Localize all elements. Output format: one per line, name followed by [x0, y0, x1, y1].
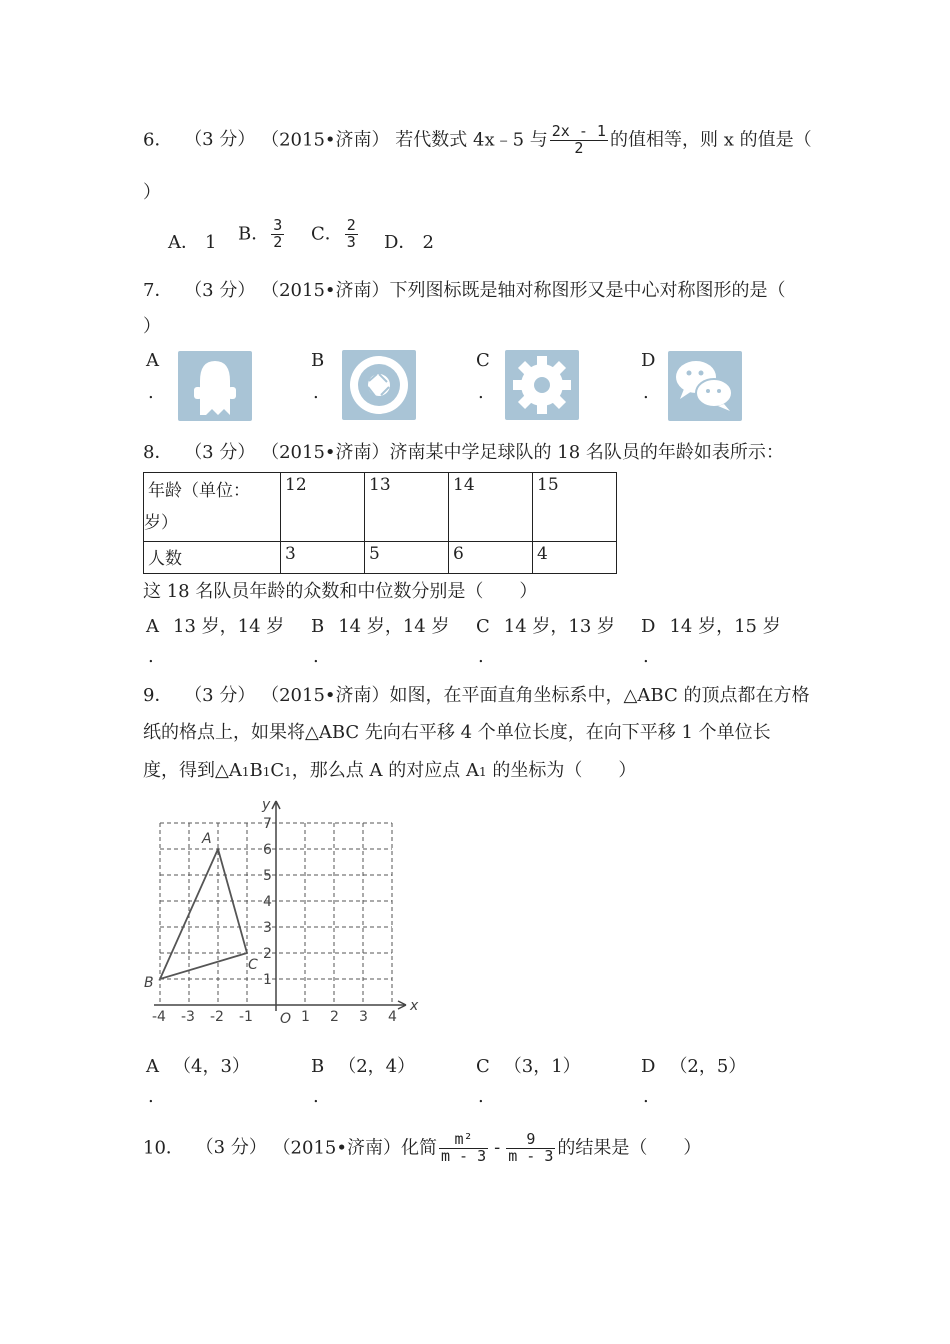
q7-option-c-label[interactable]: C: [476, 350, 490, 371]
ghost-icon[interactable]: [178, 351, 252, 421]
y-tick-label: 7: [263, 816, 272, 832]
table-row: [144, 473, 617, 542]
y-tick-label: 4: [263, 894, 272, 910]
q8-source: （2015•济南）: [261, 442, 390, 463]
table-cell: 6: [449, 542, 533, 574]
x-axis-label: x: [410, 998, 419, 1014]
triangle-abc: [160, 849, 247, 979]
subscript: 1: [478, 765, 487, 779]
option-label: A: [146, 616, 159, 637]
q9-option-d[interactable]: [641, 1052, 746, 1078]
option-label: D: [641, 616, 656, 637]
q10-text-after: 的结果是（ ）: [557, 1137, 702, 1159]
q6-option-c[interactable]: [311, 218, 360, 251]
q6-text-before: 若代数式 4x﹣5 与: [395, 129, 548, 151]
q6-frac-num: 2x - 1: [551, 122, 606, 140]
q9-option-a-dot: .: [148, 1086, 154, 1107]
option-value: （2，5）: [669, 1056, 747, 1077]
x-tick-label: -2: [210, 1009, 224, 1025]
option-value: （4，3）: [173, 1056, 250, 1077]
y-tick-label: 3: [263, 920, 272, 936]
q8-option-d-dot: .: [643, 646, 649, 667]
option-label: A: [146, 1056, 159, 1077]
q8-question: 这 18 名队员年龄的众数和中位数分别是（ ）: [143, 581, 538, 602]
q9-number: 9．: [143, 685, 173, 706]
y-tick-label: 2: [263, 946, 272, 962]
text: ，那么点 A 的对应点 A: [291, 760, 479, 781]
q7-source: （2015•济南）: [261, 280, 390, 301]
point-c-label: C: [248, 957, 258, 973]
frac-den: m - 3: [508, 1146, 554, 1165]
frac-den: 3: [346, 232, 356, 251]
q7-option-b-label[interactable]: B: [311, 350, 325, 371]
option-value: 1: [205, 232, 217, 253]
y-tick-label: 1: [263, 972, 272, 988]
option-label: C: [476, 1056, 490, 1077]
q7-option-d-label[interactable]: D: [641, 350, 656, 371]
q9-option-d-dot: .: [643, 1086, 649, 1107]
q10-score: （3 分）: [195, 1137, 267, 1159]
x-tick-label: 3: [359, 1009, 368, 1025]
option-value: （2，4）: [338, 1056, 416, 1077]
option-label: D．: [384, 232, 417, 253]
y-tick-label: 5: [263, 868, 272, 884]
frac-num: 9: [506, 1132, 555, 1149]
subscript: 1: [241, 765, 250, 779]
q6-text-after: 的值相等，则 x 的值是（: [609, 129, 812, 151]
q7-option-a-dot: .: [148, 382, 154, 403]
table-cell: 4: [533, 542, 617, 574]
age-table: [143, 472, 617, 574]
q7-option-d-dot: .: [643, 382, 649, 403]
q8-option-b-dot: .: [313, 646, 319, 667]
x-tick-label: -1: [239, 1009, 253, 1025]
q10-text-before: 化简: [401, 1137, 437, 1159]
q6-option-b[interactable]: [238, 218, 286, 251]
q9-line1: 如图，在平面直角坐标系中，△ABC 的顶点都在方格: [389, 685, 810, 706]
q8-option-a-dot: .: [148, 646, 154, 667]
y-axis-label: y: [262, 797, 271, 813]
q7-text: 下列图标既是轴对称图形又是中心对称图形的是（: [389, 280, 786, 301]
q9-option-c[interactable]: [476, 1052, 581, 1078]
frac-num: 3: [273, 216, 283, 234]
frac-num: 2: [346, 216, 356, 234]
frac-num: m²: [439, 1132, 488, 1149]
question-6: [143, 124, 812, 157]
q8-option-c-dot: .: [478, 646, 484, 667]
option-label: C: [476, 616, 490, 637]
q9-line3: [143, 756, 636, 782]
frac-den: m - 3: [441, 1146, 487, 1165]
option-value: 14 岁，14 岁: [338, 616, 450, 637]
option-value: （3，1）: [503, 1056, 581, 1077]
q10-source: （2015•济南）: [272, 1137, 401, 1159]
table-cell: 14: [449, 473, 533, 542]
q9-option-c-dot: .: [478, 1086, 484, 1107]
q8-score: （3 分）: [184, 442, 256, 463]
chat-bubbles-icon[interactable]: [668, 351, 742, 421]
q8-option-c[interactable]: [476, 612, 615, 638]
option-fraction: [345, 218, 358, 251]
table-row: [144, 542, 617, 574]
option-value: 13 岁，14 岁: [173, 616, 285, 637]
option-value: 14 岁，15 岁: [669, 616, 781, 637]
q8-option-d[interactable]: [641, 612, 781, 638]
q8-option-a[interactable]: [146, 612, 284, 638]
question-9: [143, 681, 809, 707]
q8-number: 8．: [143, 442, 173, 463]
point-b-label: B: [144, 975, 154, 991]
subscript: 1: [284, 765, 292, 779]
table-header-cell: [144, 473, 281, 542]
q6-option-d[interactable]: [384, 228, 434, 254]
q7-option-c-dot: .: [478, 382, 484, 403]
q6-number: 6．: [143, 129, 173, 151]
point-a-label: A: [202, 831, 212, 847]
option-value: 2: [422, 232, 434, 253]
x-tick-label: -3: [181, 1009, 195, 1025]
subscript: 1: [262, 765, 271, 779]
option-fraction: [271, 218, 284, 251]
text: C: [270, 760, 285, 781]
question-8: [143, 438, 784, 464]
q9-source: （2015•济南）: [261, 685, 390, 706]
text: 度，得到△A: [143, 760, 242, 781]
option-label: B．: [238, 223, 270, 245]
x-tick-label: 2: [330, 1009, 339, 1025]
q9-option-a[interactable]: [146, 1052, 250, 1078]
table-cell: 13: [365, 473, 449, 542]
text: B: [249, 760, 263, 781]
x-tick-label: -4: [152, 1009, 166, 1025]
q7-score: （3 分）: [184, 280, 256, 301]
frac-den: 2: [273, 232, 283, 251]
age-header-line2: 岁）: [144, 513, 178, 533]
aperture-icon[interactable]: [342, 350, 416, 420]
option-label: D: [641, 1056, 656, 1077]
question-7: [143, 276, 786, 302]
text: 的坐标为（ ）: [486, 760, 637, 781]
q7-number: 7．: [143, 280, 173, 301]
age-header-line1: 年龄（单位：: [148, 481, 250, 501]
option-label: A．: [168, 232, 199, 253]
question-10: [143, 1132, 701, 1165]
q9-score: （3 分）: [184, 685, 256, 706]
q7-option-a-label[interactable]: A: [146, 350, 159, 371]
origin-label: O: [280, 1011, 292, 1027]
option-value: 14 岁，13 岁: [503, 616, 616, 637]
y-tick-label: 6: [263, 842, 272, 858]
table-cell: 15: [533, 473, 617, 542]
table-header-cell: 人数: [144, 542, 281, 574]
table-cell: 12: [281, 473, 365, 542]
q9-line2: 纸的格点上，如果将△ABC 先向右平移 4 个单位长度，在向下平移 1 个单位长: [143, 722, 771, 743]
coordinate-grid-figure: [140, 795, 430, 1035]
q6-close-paren: ）: [143, 182, 161, 203]
table-cell: 5: [365, 542, 449, 574]
q10-number: 10．: [143, 1137, 184, 1159]
gear-icon[interactable]: [505, 350, 579, 420]
q8-text: 济南某中学足球队的 18 名队员的年龄如表所示：: [389, 442, 784, 463]
option-label: B: [311, 616, 325, 637]
q6-score: （3 分）: [184, 129, 256, 151]
q8-option-b[interactable]: [311, 612, 450, 638]
table-cell: 3: [281, 542, 365, 574]
q7-option-b-dot: .: [313, 382, 319, 403]
q9-option-b-dot: .: [313, 1086, 319, 1107]
q10-fraction-1: [439, 1132, 488, 1165]
q10-fraction-2: [506, 1132, 555, 1165]
x-tick-label: 1: [301, 1009, 310, 1025]
q10-minus: -: [494, 1137, 501, 1159]
q6-option-a[interactable]: [168, 228, 216, 254]
x-tick-label: 4: [388, 1009, 397, 1025]
q7-close-paren: ）: [143, 316, 161, 337]
option-label: C．: [311, 223, 343, 245]
q9-option-b[interactable]: [311, 1052, 415, 1078]
option-label: B: [311, 1056, 325, 1077]
q6-frac-den: 2: [574, 138, 584, 157]
q6-source: （2015•济南）: [261, 129, 390, 151]
q6-fraction: [550, 124, 608, 157]
